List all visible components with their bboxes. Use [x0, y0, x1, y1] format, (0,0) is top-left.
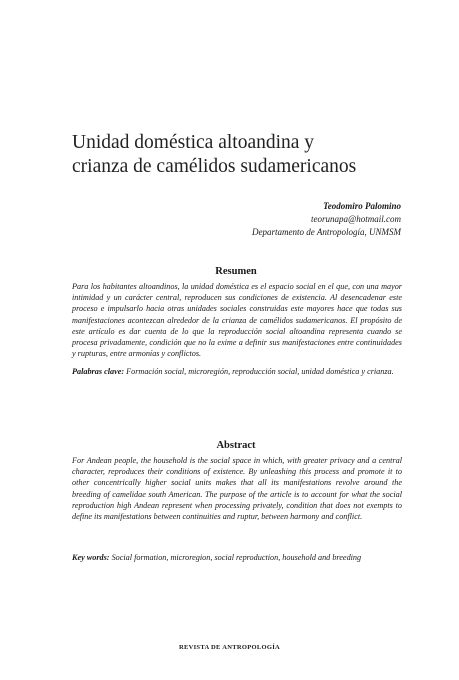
author-name: Teodomiro Palomino [323, 201, 401, 211]
resumen-keywords-text: Formación social, microregión, reproducción social, unidad doméstica y crianza. [126, 367, 394, 376]
article-title [72, 131, 412, 179]
resumen-heading: Resumen [215, 266, 257, 277]
resumen-keywords [72, 366, 402, 377]
abstract-text: For Andean people, the household is the social space in which, with greater privacy and a central character, reproduces their conditions of existence. By unleashing this process and promote it to other concentrically higher social units makes that all its manifestations revolve around the breeding of camelidae south American. The purpose of the article is to account for what the social reproduction high Andean represent when processing privately, condition that does not exempts to define its manifestations between continuities and ruptur, between harmony and conflict. [72, 456, 402, 522]
title-line-2: crianza de camélidos sudamericanos [72, 156, 357, 177]
author-block [141, 200, 401, 239]
resumen-keywords-label: Palabras clave: [72, 367, 125, 376]
author-email: teorunapa@hotmail.com [310, 214, 401, 224]
author-affiliation: Departamento de Antropología, UNMSM [252, 227, 401, 237]
title-line-1: Unidad doméstica altoandina y [72, 132, 315, 153]
resumen-text: Para los habitantes altoandinos, la unidad doméstica es el espacio social en el que, con una mayor intimidad y un carácter central, reproducen sus condiciones de existencia. Al desencadenar este proceso e impulsarlo hacia otras unidades sociales construidas este mayores hace que todas sus manifestaciones acontezcan alrededor de la crianza de camélidos sudamericanos. El propósito de este artículo es dar cuenta de lo que la reproducción social altoandina representa cuando se procesa privadamente, condición que no la exime a definir sus manifestaciones entre continuidades y rupturas, entre armonías y conflictos. [72, 282, 402, 359]
abstract-keywords-text: Social formation, microregion, social reproduction, household and breeding [111, 553, 362, 562]
journal-footer: REVISTA DE ANTROPOLOGÍA [178, 644, 281, 651]
abstract-keywords-label: Key words: [72, 553, 110, 562]
abstract-heading: Abstract [216, 440, 256, 451]
abstract-keywords [72, 552, 402, 563]
